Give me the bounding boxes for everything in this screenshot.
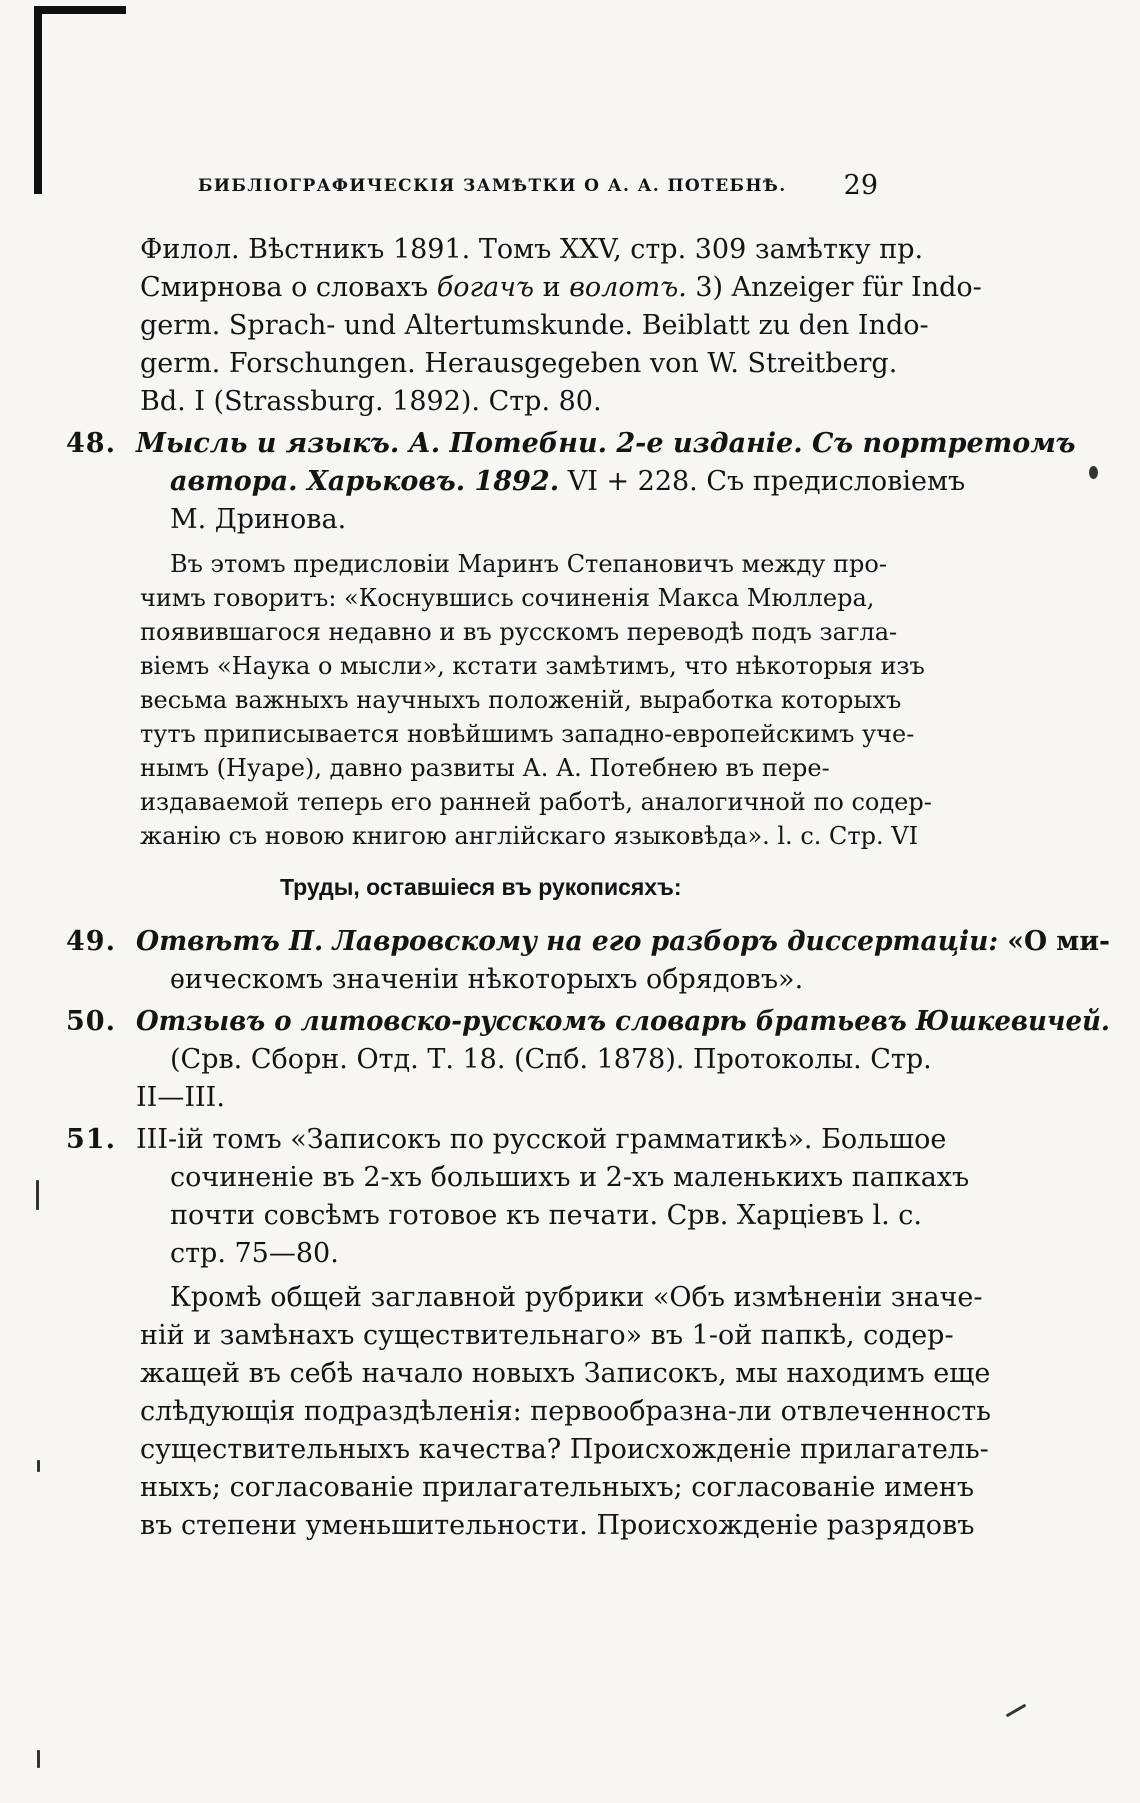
entry-50-title: Отзывъ о литовско-русскомъ словарѣ братьевъ Юшкевичей. [136, 1006, 1110, 1037]
intro-line-5: Bd. I (Strassburg. 1892). Стр. 80. [140, 386, 602, 417]
quote-line: жанію съ новою книгою англійскаго языковѣда». l. c. Стр. VI [140, 822, 919, 850]
entry-number-48: 48. [66, 428, 116, 459]
closing-line: существительныхъ качества? Происхожденіе прилагатель- [140, 1434, 989, 1465]
ink-speck [1006, 1704, 1027, 1718]
ink-speck [37, 1750, 40, 1768]
intro-line-3: germ. Sprach- und Altertumskunde. Beiblatt zu den Indo- [140, 310, 929, 341]
binding-edge-top [34, 6, 126, 14]
page-number: 29 [843, 170, 878, 201]
quote-line: віемъ «Наука о мысли», кстати замѣтимъ, что нѣкоторыя изъ [140, 652, 925, 680]
running-title: БИБЛІОГРАФИЧЕСКІЯ ЗАМѢТКИ О А. А. ПОТЕБНѢ. [198, 176, 787, 196]
entry-number-49: 49. [66, 926, 116, 957]
section-heading: Труды, оставшіеся въ рукописяхъ: [280, 874, 682, 900]
running-head [172, 172, 888, 208]
closing-line: ній и замѣнахъ существительнаго» въ 1-ой папкѣ, содер- [140, 1320, 954, 1351]
entry-50-line-3: II—III. [136, 1082, 225, 1113]
binding-edge [34, 6, 42, 194]
entry-49-line-2: ѳическомъ значеніи нѣкоторыхъ обрядовъ». [170, 964, 804, 995]
entry-51-line-3: почти совсѣмъ готовое къ печати. Срв. Харціевъ l. c. [170, 1200, 922, 1231]
intro-line-2: Смирнова о словахъ богачъ и волотъ. 3) Anzeiger für Indo- [140, 272, 982, 303]
quote-line: издаваемой теперь его ранней работѣ, аналогичной по содер- [140, 788, 932, 816]
entry-number-51: 51. [66, 1124, 116, 1155]
entry-51-line-1: III-ій томъ «Записокъ по русской грамматикѣ». Большое [136, 1124, 947, 1155]
entry-51-line-2: сочиненіе въ 2-хъ большихъ и 2-хъ маленькихъ папкахъ [170, 1162, 970, 1193]
closing-line: ныхъ; согласованіе прилагательныхъ; согласованіе именъ [140, 1472, 975, 1503]
ink-speck [1089, 466, 1098, 479]
quote-line: появившагося недавно и въ русскомъ переводѣ подъ загла- [140, 618, 898, 646]
quote-line: тутъ приписывается новѣйшимъ западно-европейскимъ уче- [140, 720, 915, 748]
ink-speck [36, 1180, 39, 1210]
entry-50-line-2: (Срв. Сборн. Отд. Т. 18. (Спб. 1878). Протоколы. Стр. [170, 1044, 932, 1075]
intro-line-4: germ. Forschungen. Herausgegeben von W. Streitberg. [140, 348, 898, 379]
ink-speck [37, 1460, 40, 1472]
quote-line: Въ этомъ предисловіи Маринъ Степановичъ между про- [170, 550, 887, 578]
closing-line: Кромѣ общей заглавной рубрики «Объ измѣненіи значе- [170, 1282, 983, 1313]
intro-line-1: Филол. Вѣстникъ 1891. Томъ XXV, стр. 309 замѣтку пр. [140, 234, 924, 265]
entry-48-line-3: М. Дринова. [170, 504, 347, 535]
entry-49-line-1: Отвѣтъ П. Лавровскому на его разборъ диссертаціи: «О ми- [136, 926, 1110, 957]
closing-line: жащей въ себѣ начало новыхъ Записокъ, мы находимъ еще [140, 1358, 991, 1389]
entry-51-line-4: стр. 75—80. [170, 1238, 339, 1269]
entry-number-50: 50. [66, 1006, 116, 1037]
entry-48-title: Мысль и языкъ. А. Потебни. 2-е изданіе. Съ портретомъ [136, 428, 1076, 459]
entry-48-line-2: автора. Харьковъ. 1892. VI + 228. Съ предисловіемъ [170, 466, 966, 497]
closing-line: слѣдующія подраздѣленія: первообразна-ли отвлеченность [140, 1396, 991, 1427]
closing-line: въ степени уменьшительности. Происхожденіе разрядовъ [140, 1510, 975, 1541]
quote-line: весьма важныхъ научныхъ положеній, выработка которыхъ [140, 686, 902, 714]
quote-line: нымъ (Нуаре), давно развиты А. А. Потебнею въ пере- [140, 754, 830, 782]
quote-line: чимъ говоритъ: «Коснувшись сочиненія Макса Мюллера, [140, 584, 875, 612]
